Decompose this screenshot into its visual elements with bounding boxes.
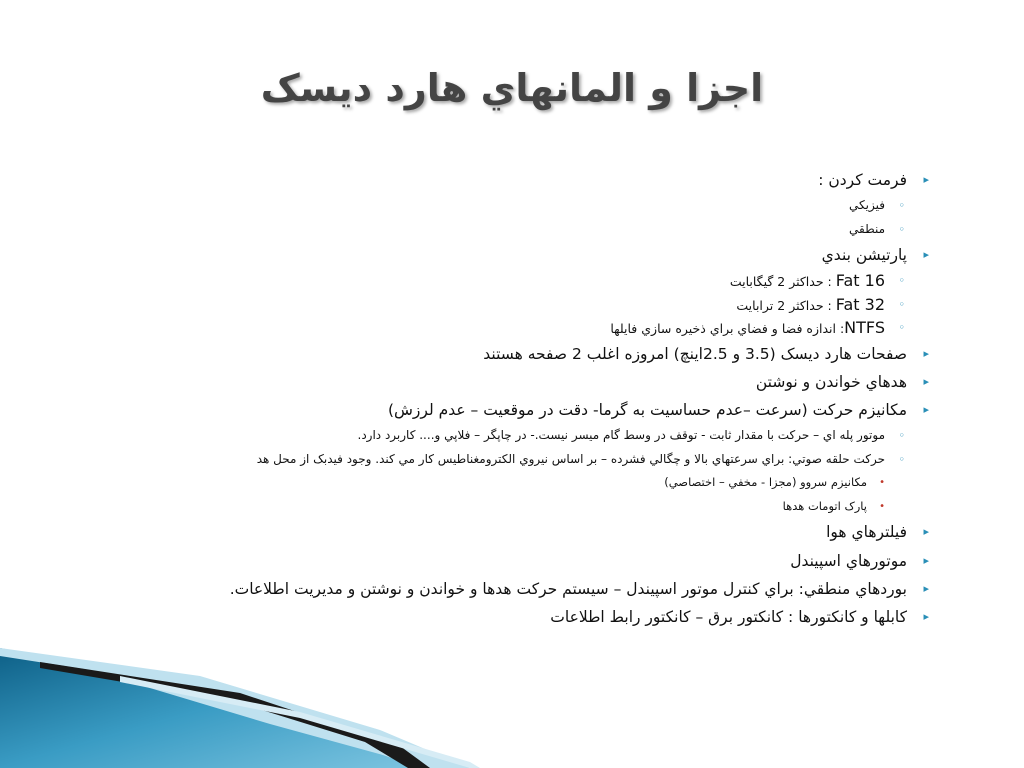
- bullet-circle-icon: ◦: [898, 222, 905, 236]
- list-item: ◦ Fat 16 : حداکثر 2 گيگابايت: [729, 271, 905, 291]
- list-item: ▸ موتورهاي اسپيندل: [109, 547, 929, 575]
- bullet-dot-icon: •: [879, 500, 885, 512]
- list-item: • مکانيزم سروو (مجزا - مخفي – اختصاصي): [109, 471, 929, 495]
- bullet-arrow-icon: ▸: [923, 525, 929, 539]
- bullet-arrow-icon: ▸: [923, 553, 929, 567]
- bullet-arrow-icon: ▸: [923, 248, 929, 262]
- list-item: ◦ موتور پله اي – حرکت با مقدار ثابت - توقف در وسط گام ميسر نيست.- در چاپگر – فلاپي و.... کاربرد دارد.: [109, 424, 929, 448]
- bullet-circle-icon: ◦: [898, 429, 905, 443]
- list-item: ◦ منطقي: [109, 218, 929, 242]
- bullet-circle-icon: ◦: [898, 274, 905, 288]
- bullet-arrow-icon: ▸: [923, 403, 929, 417]
- list-item: ▸ صفحات هارد ديسک (3.5 و 2.5اينچ) امروزه اغلب 2 صفحه هستند: [109, 340, 929, 368]
- list-item: ▸ کابلها و کانکتورها : کانکتور برق – کانکتور رابط اطلاعات: [109, 603, 929, 631]
- list-item: ▸ هدهاي خواندن و نوشتن: [109, 368, 929, 396]
- bullet-arrow-icon: ▸: [923, 581, 929, 595]
- list-item: ◦ حرکت حلقه صوتي: براي سرعتهاي بالا و چگالي فشرده – بر اساس نيروي الکترومغناطيس کار مي کند. وجود فيدبک از محل هد: [109, 448, 929, 472]
- list-item: • پارک اتومات هدها: [109, 495, 929, 519]
- list-item: ◦ NTFS: اندازه فضا و فضاي براي ذخيره سازي فايلها: [610, 318, 905, 338]
- bullet-circle-icon: ◦: [898, 199, 905, 213]
- list-item: ▸ پارتيشن بندي: [109, 241, 929, 269]
- bullet-list: [109, 166, 929, 631]
- list-item: ▸ فيلترهاي هوا: [109, 518, 929, 546]
- bullet-arrow-icon: ▸: [923, 346, 929, 360]
- list-item: ◦ فيزيکي: [109, 194, 929, 218]
- list-item: ◦ Fat 32 : حداکثر 2 ترابايت: [736, 294, 905, 314]
- list-item: ▸ مکانيزم حرکت (سرعت –عدم حساسيت به گرما- دقت در موقعيت – عدم لرزش): [109, 396, 929, 424]
- bullet-circle-icon: ◦: [898, 297, 905, 311]
- list-item: ▸ بوردهاي منطقي: براي کنترل موتور اسپيندل – سيستم حرکت هدها و خواندن و نوشتن و مديريت اطلاعات.: [109, 575, 929, 603]
- bullet-dot-icon: •: [879, 477, 885, 489]
- bullet-arrow-icon: ▸: [923, 375, 929, 389]
- slide-title: اجزا و المانهاي هارد ديسک: [260, 66, 764, 110]
- bullet-circle-icon: ◦: [898, 452, 905, 466]
- bullet-arrow-icon: ▸: [923, 610, 929, 623]
- decorative-corner-waves: [0, 648, 1024, 768]
- bullet-arrow-icon: ▸: [923, 173, 929, 186]
- bullet-circle-icon: ◦: [898, 321, 905, 335]
- list-item: ▸ فرمت کردن :: [109, 166, 929, 194]
